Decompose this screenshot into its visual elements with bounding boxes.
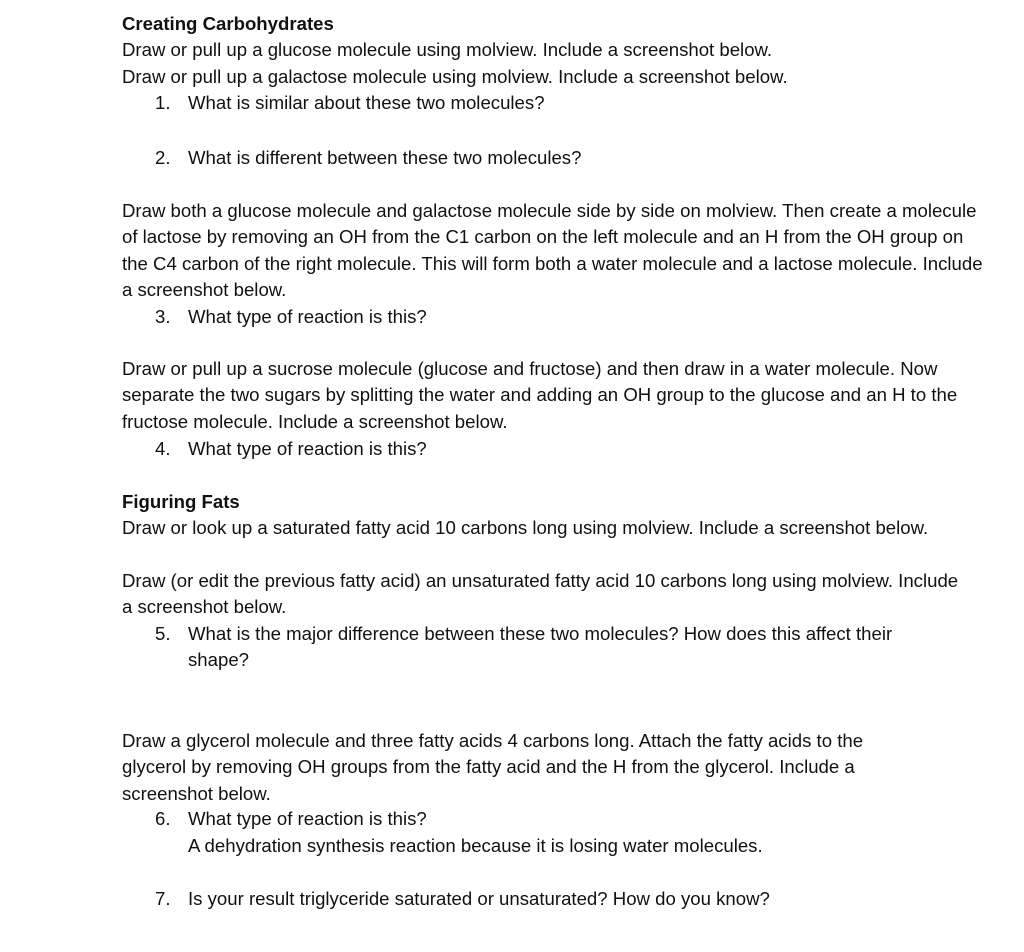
instruction-glycerol: Draw a glycerol molecule and three fatty acids 4 carbons long. Attach the fatty acids to the glycerol by removing OH groups from the fatty acid and the H from the glycerol. Include a screenshot below. <box>122 730 864 804</box>
instruction-glucose: Draw or pull up a glucose molecule using molview. Include a screenshot below. <box>122 39 773 60</box>
instruction-saturated: Draw or look up a saturated fatty acid 10 carbons long using molview. Include a screenshot below. <box>122 517 929 538</box>
section-heading-fats: Figuring Fats <box>122 491 240 512</box>
question-number: 3. <box>155 306 171 327</box>
answer-6: A dehydration synthesis reaction because it is losing water molecules. <box>188 835 763 856</box>
question-text: What type of reaction is this? <box>188 438 427 459</box>
question-text: Is your result triglyceride saturated or unsaturated? How do you know? <box>188 888 770 909</box>
section-heading-carbohydrates: Creating Carbohydrates <box>122 13 334 34</box>
question-number: 4. <box>155 438 171 459</box>
instruction-unsaturated: Draw (or edit the previous fatty acid) an unsaturated fatty acid 10 carbons long using molview. Include a screenshot below. <box>122 570 959 618</box>
question-text: What type of reaction is this? <box>188 306 427 327</box>
question-text: What is the major difference between these two molecules? How does this affect their shape? <box>188 623 893 671</box>
question-text: What is different between these two molecules? <box>188 147 582 168</box>
question-number: 7. <box>155 888 171 909</box>
instruction-sucrose: Draw or pull up a sucrose molecule (glucose and fructose) and then draw in a water molecule. Now separate the two sugars by splitting the water and adding an OH group to the glucose and an H to the fructose molecule. Include a screenshot below. <box>122 358 958 432</box>
question-number: 5. <box>155 623 171 644</box>
question-text: What is similar about these two molecules? <box>188 92 545 113</box>
question-number: 2. <box>155 147 171 168</box>
question-text: What type of reaction is this? <box>188 808 427 829</box>
instruction-galactose: Draw or pull up a galactose molecule using molview. Include a screenshot below. <box>122 66 788 87</box>
question-number: 6. <box>155 808 171 829</box>
question-number: 1. <box>155 92 171 113</box>
instruction-lactose: Draw both a glucose molecule and galactose molecule side by side on molview. Then create a molecule of lactose by removing an OH from the C1 carbon on the left molecule and an H from the OH group on the C4 carbon of the right molecule. This will form both a water molecule and a lactose molecule. Include a screenshot below. <box>122 200 983 301</box>
